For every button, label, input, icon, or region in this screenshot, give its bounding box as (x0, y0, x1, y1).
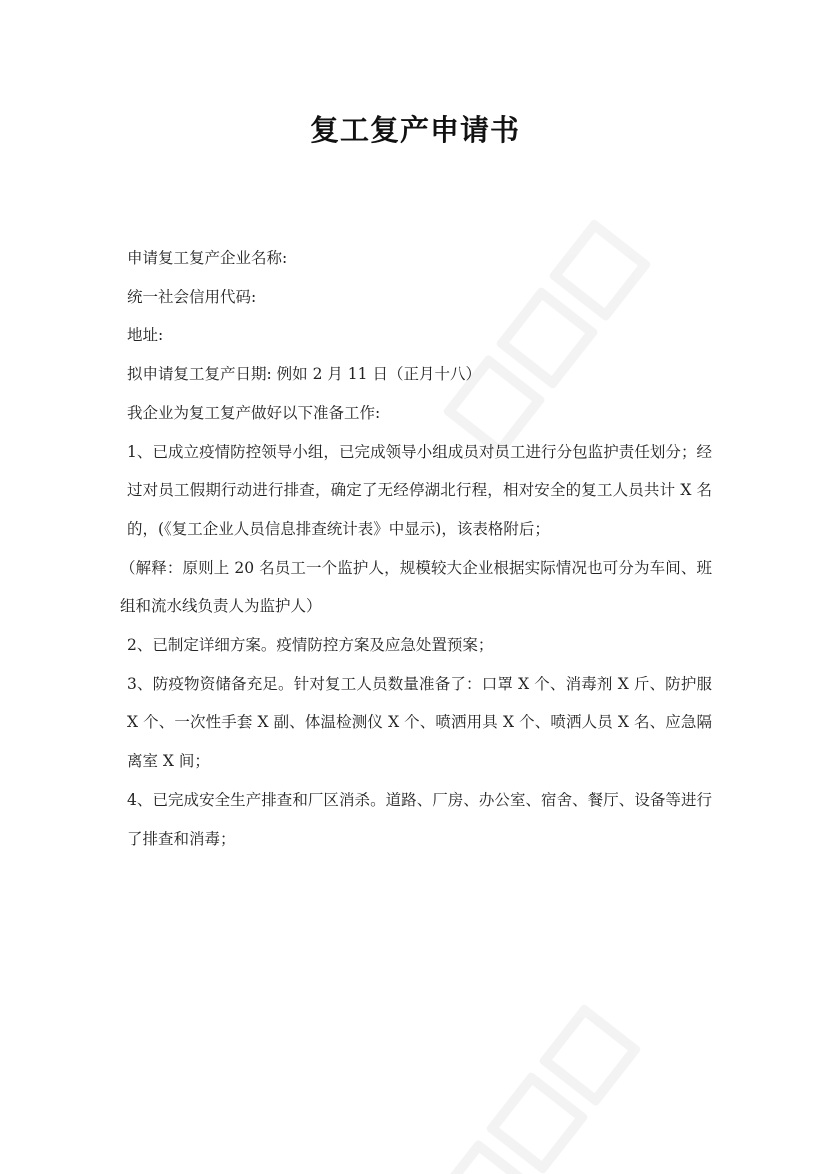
paragraph-address: 地址: (127, 326, 164, 345)
paragraph-credit-code: 统一社会信用代码: (127, 287, 257, 306)
document-title: 复工复产申请书 (309, 113, 520, 147)
paragraph-item-2: 2、已制定详细方案。疫情防控方案及应急处置预案； (127, 636, 494, 655)
paragraph-item-4: 4、已完成安全生产排查和厂区消杀。道路、厂房、办公室、宿舍、餐厅、设备等进行了排查和消毒； (127, 790, 712, 848)
paragraph-item-3: 3、防疫物资储备充足。针对复工人员数量准备了：口罩 X 个、消毒剂 X 斤、防护服 X 个、一次性手套 X 副、体温检测仪 X 个、喷洒用具 X 个、喷洒人员 X 名、应急隔离室 X 间； (127, 674, 712, 771)
paragraph-item-1: 1、已成立疫情防控领导小组，已完成领导小组成员对员工进行分包监护责任划分；经过对员工假期行动进行排查，确定了无经停湖北行程，相对安全的复工人员共计 X 名的，(《复工企业人员信息排查统计表》中显示)，该表格附后； (127, 442, 712, 538)
paragraph-preparation-intro: 我企业为复工复产做好以下准备工作: (127, 403, 381, 422)
watermark (428, 999, 649, 1174)
document-body (120, 239, 712, 858)
paragraph-company-name: 申请复工复产企业名称: (127, 249, 288, 267)
paragraph-resume-date: 拟申请复工复产日期: 例如 2 月 11 日（正月十八） (127, 365, 481, 384)
paragraph-explanation: （解释：原则上 20 名员工一个监护人，规模较大企业根据实际情况也可分为车间、班组和流水线负责人为监护人） (120, 558, 712, 616)
